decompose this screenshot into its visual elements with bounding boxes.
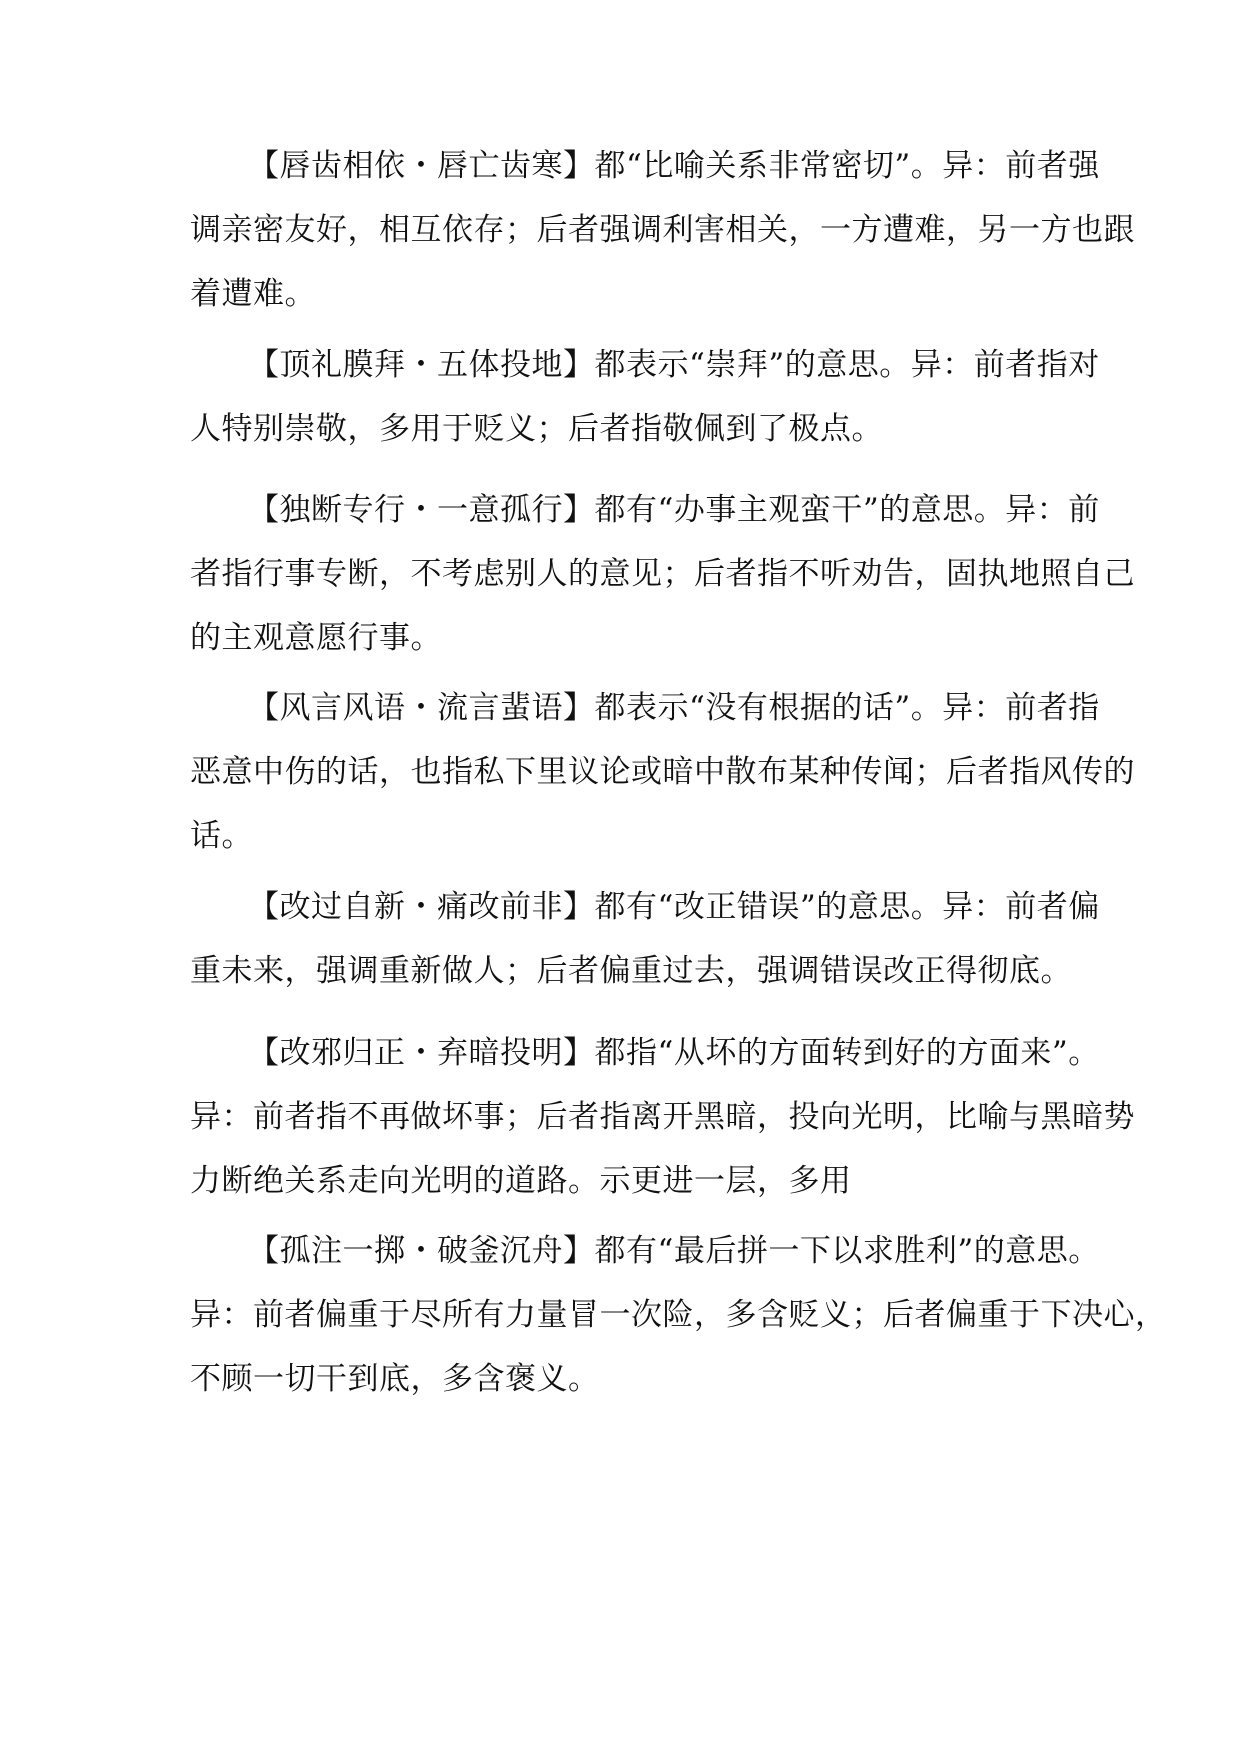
paragraph-line: 调亲密友好，相互依存；后者强调利害相关，一方遭难，另一方也跟 xyxy=(190,212,1135,248)
paragraph-line: 【孤注一掷・破釜沉舟】都有“最后拼一下以求胜利”的意思。 xyxy=(248,1233,1100,1269)
entry-fengyan-fengyu xyxy=(190,676,1135,868)
paragraph-line: 着遭难。 xyxy=(190,276,316,312)
paragraph-line: 者指行事专断，不考虑别人的意见；后者指不听劝告，固执地照自己 xyxy=(190,556,1135,592)
entry-duduan-zhuanxing xyxy=(190,478,1135,670)
paragraph-line: 的主观意愿行事。 xyxy=(190,620,442,656)
paragraph-line: 重未来，强调重新做人；后者偏重过去，强调错误改正得彻底。 xyxy=(190,953,1072,989)
paragraph-line: 【顶礼膜拜・五体投地】都表示“崇拜”的意思。异：前者指对 xyxy=(248,347,1100,383)
entry-guzhu-yizhi xyxy=(190,1219,1167,1411)
entry-gaixie-guizheng xyxy=(190,1021,1135,1213)
entry-chunwang-chihan xyxy=(190,134,1135,326)
entry-dingli-mobai xyxy=(190,333,1100,461)
paragraph-line: 【唇齿相依・唇亡齿寒】都“比喻关系非常密切”。异：前者强 xyxy=(248,148,1100,184)
paragraph-line: 不顾一切干到底，多含褒义。 xyxy=(190,1361,600,1397)
paragraph-line: 话。 xyxy=(190,818,253,854)
paragraph-line: 【改过自新・痛改前非】都有“改正错误”的意思。异：前者偏 xyxy=(248,889,1100,925)
paragraph-line: 力断绝关系走向光明的道路。示更进一层，多用 xyxy=(190,1163,852,1199)
paragraph-line: 【独断专行・一意孤行】都有“办事主观蛮干”的意思。异：前 xyxy=(248,492,1100,528)
entry-gaiguo-zixin xyxy=(190,875,1100,1003)
paragraph-line: 恶意中伤的话，也指私下里议论或暗中散布某种传闻；后者指风传的 xyxy=(190,754,1135,790)
paragraph-line: 人特别崇敬，多用于贬义；后者指敬佩到了极点。 xyxy=(190,411,883,447)
paragraph-line: 异：前者指不再做坏事；后者指离开黑暗，投向光明，比喻与黑暗势 xyxy=(190,1099,1135,1135)
paragraph-line: 异：前者偏重于尽所有力量冒一次险，多含贬义；后者偏重于下决心， xyxy=(190,1297,1167,1333)
paragraph-line: 【改邪归正・弃暗投明】都指“从坏的方面转到好的方面来”。 xyxy=(248,1035,1100,1071)
paragraph-line: 【风言风语・流言蜚语】都表示“没有根据的话”。异：前者指 xyxy=(248,690,1100,726)
